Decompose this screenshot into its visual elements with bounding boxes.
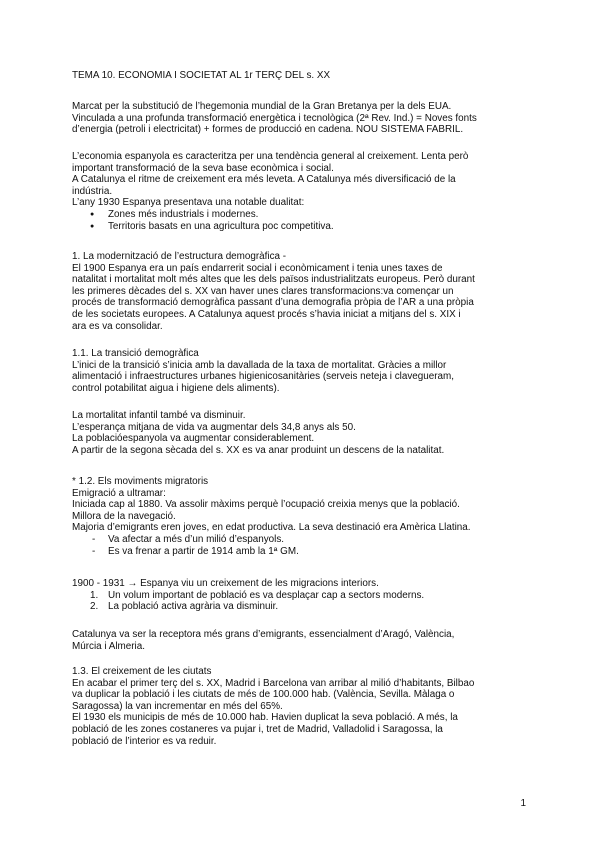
section-heading: 1.1. La transició demogràfica: [72, 348, 199, 359]
section-heading: 1.3. El creixement de les ciutats: [72, 666, 212, 677]
text-line: natalitat i mortalitat molt més altes que les dels països industrialitzats europeus. Però durant: [72, 274, 475, 286]
text-line: Múrcia i Almeria.: [72, 640, 145, 652]
text-line: L’any 1930 Espanya presentava una notable dualitat:: [72, 197, 305, 209]
text-line: 1900 - 1931 → Espanya viu un creixement de les migracions interiors.: [72, 578, 379, 589]
numbered-item: 2. La població activa agrària va disminuir.: [90, 601, 279, 613]
text-line: Emigració a ultramar:: [72, 487, 166, 499]
text-line: Saragossa) la van incrementar en més del 65%.: [72, 700, 283, 712]
text-line: Majoria d’emigrants eren joves, en edat productiva. La seva destinació era Amèrica Llatina.: [72, 522, 471, 534]
text-line: En acabar el primer terç del s. XX, Madrid i Barcelona van arribar al milió d’habitants, Bilbao: [72, 677, 475, 689]
section-heading: * 1.2. Els moviments migratoris: [72, 476, 209, 487]
dash-item: - Va afectar a més d’un milió d’espanyols.: [72, 534, 532, 546]
section-1-1-facts: [72, 410, 532, 456]
numbered-item: 1. Un volum important de població es va desplaçar cap a sectors moderns.: [90, 589, 425, 601]
interior-migration: [72, 578, 532, 613]
text-line: Marcat per la substitució de l’hegemonia mundial de la Gran Bretanya per la dels EUA.: [72, 101, 452, 112]
catalunya-paragraph: [72, 629, 532, 652]
text-line: de les societats europees. A Catalunya aquest procés s’havia iniciat a mitjans del s. XIX i: [72, 308, 461, 320]
bullet-item: ● Territoris basats en una agricultura poc competitiva.: [72, 221, 532, 233]
text-line: alimentació i infraestructures urbanes higienicosanitàries (serveis neteja i clavegueram,: [72, 371, 455, 383]
text-line: Catalunya va ser la receptora més grans d’emigrants, essencialment d’Aragó, València,: [72, 629, 455, 640]
text-line: control potabilitat aigua i higiene dels aliments).: [72, 382, 280, 394]
text-line: indústria.: [72, 185, 113, 197]
section-1: [72, 251, 532, 332]
text-line: va duplicar la població i les ciutats de més de 100.000 hab. (València, Sevilla. Màlaga o: [72, 689, 455, 701]
text-line: La mortalitat infantil també va disminuir.: [72, 410, 246, 421]
text-line: L’inici de la transició s’inicia amb la davallada de la taxa de mortalitat. Gràcies a millor: [72, 359, 447, 371]
document-title: TEMA 10. ECONOMIA I SOCIETAT AL 1r TERÇ DEL s. XX: [72, 70, 331, 81]
text-line: El 1930 els municipis de més de 10.000 hab. Havien duplicat la seva població. A més, la: [72, 712, 458, 724]
dash-item: - Es va frenar a partir de 1914 amb la 1ª GM.: [72, 546, 532, 558]
text-line: important transformació de la seva base econòmica i social.: [72, 162, 334, 174]
text-line: Iniciada cap al 1880. Va assolir màxims perquè l’ocupació creixia menys que la població.: [72, 499, 460, 511]
text-line: La poblacióespanyola va augmentar considerablement.: [72, 433, 315, 445]
text-line: procés de transformació demogràfica passant d’una demografia pròpia de l’AR a una pròpia: [72, 297, 474, 309]
text-line: El 1900 Espanya era un país endarrerit social i econòmicament i tenia unes taxes de: [72, 262, 443, 274]
text-line: població de l’interior es va reduir.: [72, 735, 217, 747]
text-line: població de les zones costaneres va pujar i, tret de Madrid, Valladolid i Saragossa, la: [72, 723, 443, 735]
bullet-item: ● Zones més industrials i modernes.: [72, 209, 532, 221]
text-line: d’energia (petroli i electricitat) + formes de producció en cadena. NOU SISTEMA FABRIL.: [72, 124, 464, 136]
text-line: les primeres dècades del s. XX van haver unes clares transformacions:va començar un: [72, 285, 454, 297]
text-line: Millora de la navegació.: [72, 510, 176, 522]
text-line: ara es va consolidar.: [72, 320, 163, 332]
text-line: L’economia espanyola es caracteritza per una tendència general al creixement. Lenta però: [72, 151, 469, 162]
page-number: 1: [520, 798, 526, 809]
text-line: Vinculada a una profunda transformació energètica i tecnològica (2ª Rev. Ind.) = Noves fonts: [72, 112, 477, 124]
intro-paragraph: [72, 101, 532, 136]
text-line: A partir de la segona sècada del s. XX es va anar produint un descens de la natalitat.: [72, 444, 445, 456]
section-1-3: [72, 666, 532, 747]
section-heading: 1. La modernització de l’estructura demogràfica -: [72, 251, 287, 262]
text-line: A Catalunya el ritme de creixement era més leveta. A Catalunya més diversificació de la: [72, 174, 456, 186]
section-1-1: [72, 348, 532, 394]
section-1-2: [72, 476, 532, 557]
economia-paragraph: [72, 151, 532, 232]
text-line: L’esperança mitjana de vida va augmentar dels 34,8 anys als 50.: [72, 421, 356, 433]
